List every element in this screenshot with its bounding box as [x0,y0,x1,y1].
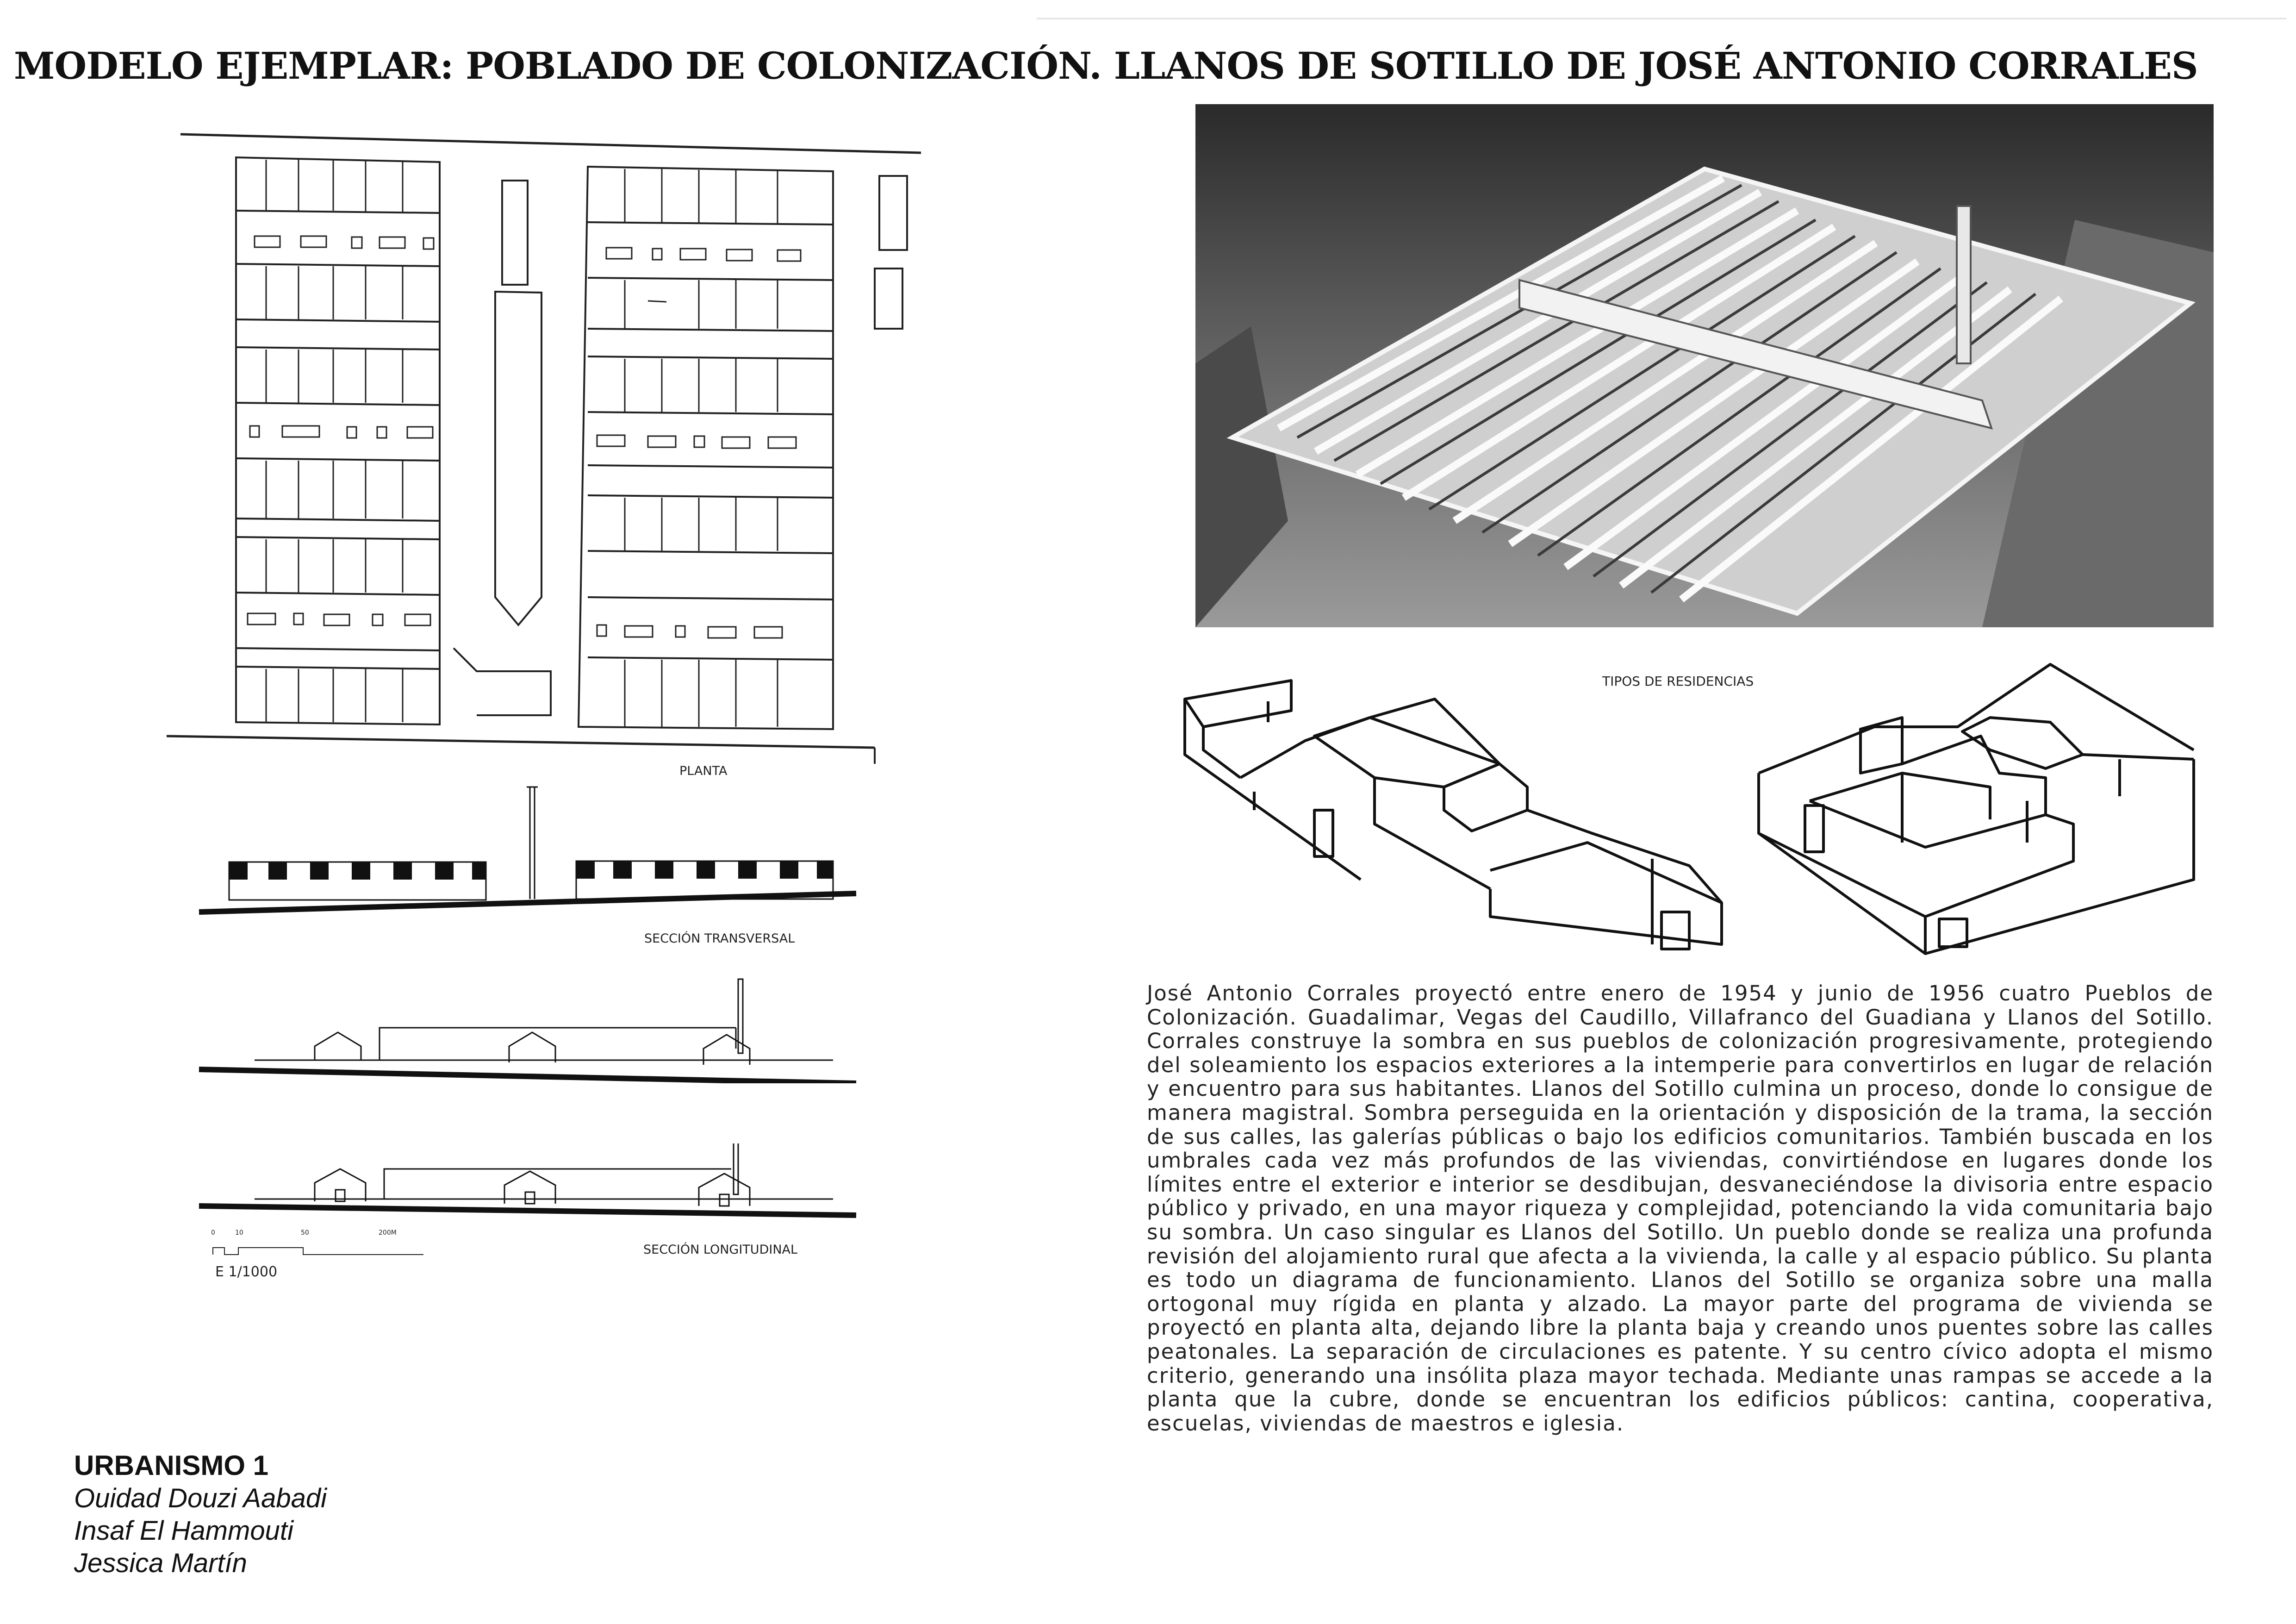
top-rule [1037,18,2286,19]
transversal-section-drawing [194,778,865,926]
label-planta: PLANTA [679,764,728,778]
aerial-photograph [1195,104,2214,627]
label-escala: E 1/1000 [215,1264,278,1280]
author-name: Insaf El Hammouti [74,1516,293,1546]
longitudinal-section-drawing-1 [194,972,865,1083]
scale-tick-10: 10 [235,1229,243,1237]
scale-tick-200: 200M [379,1229,397,1237]
credits-block [74,1449,327,1580]
author-name: Jessica Martín [74,1548,247,1578]
residence-type-2-drawing [1749,648,2217,963]
label-seccion-longitudinal: SECCIÓN LONGITUDINAL [643,1243,798,1257]
scale-tick-50: 50 [301,1229,309,1237]
author-name: Ouidad Douzi Aabadi [74,1483,327,1513]
residence-type-1-drawing [1176,671,1740,963]
scale-tick-0: 0 [211,1229,215,1237]
site-plan-drawing [153,125,940,764]
page-title: MODELO EJEMPLAR: POBLADO DE COLONIZACIÓN. LLANOS DE SOTILLO DE JOSÉ ANTONIO CORRALES [14,44,2198,87]
longitudinal-section-drawing-2 [194,1143,865,1227]
label-tipos-residencias: TIPOS DE RESIDENCIAS [1602,674,1754,689]
label-seccion-transversal: SECCIÓN TRANSVERSAL [644,931,795,946]
course-title: URBANISMO 1 [74,1450,269,1481]
description-text: José Antonio Corrales proyectó entre enero de 1954 y junio de 1956 cuatro Pueblos de Colonización. Guadalimar, Vegas del Caudillo, Villafranco del Guadiana y Llanos del Sotillo. Corrales construye la sombra en sus pueblos de colonización progresivamente, protegiendo del soleamiento los espacios exteriores a la intemperie para convertirlos en lugar de relación y encuentro para sus habitantes. Llanos del Sotillo culmina un proceso, donde lo consigue de manera magistral. Sombra perseguida en la orientación y disposición de la trama, la sección de sus calles, las galerías públicas o bajo los edificios comunitarios. También buscada en los umbrales cada vez más profundos de las viviendas, convirtiéndose en lugares donde los límites entre el exterior e interior se desdibujan, desvaneciéndose la divisoria entre espacio público y privado, en una mayor riqueza y complejidad, potenciando la vida comunitaria bajo su sombra. Un caso singular es Llanos del Sotillo. Un pueblo donde se realiza una profunda revisión del alojamiento rural que afecta a la vivienda, la calle y al espacio público. Su planta es todo un diagrama de funcionamiento. Llanos del Sotillo se organiza sobre una malla ortogonal muy rígida en planta y alzado. La mayor parte del programa de vivienda se proyectó en planta alta, dejando libre la planta baja y creando unos puentes sobre las calles peatonales. La separación de circulaciones es patente. Y su centro cívico adopta el mismo criterio, generando una insólita plaza mayor techada. Mediante unas rampas se accede a la planta que la cubre, donde se encuentran los edificios públicos: cantina, cooperativa, escuelas, viviendas de maestros e iglesia. [1147,981,2214,1436]
